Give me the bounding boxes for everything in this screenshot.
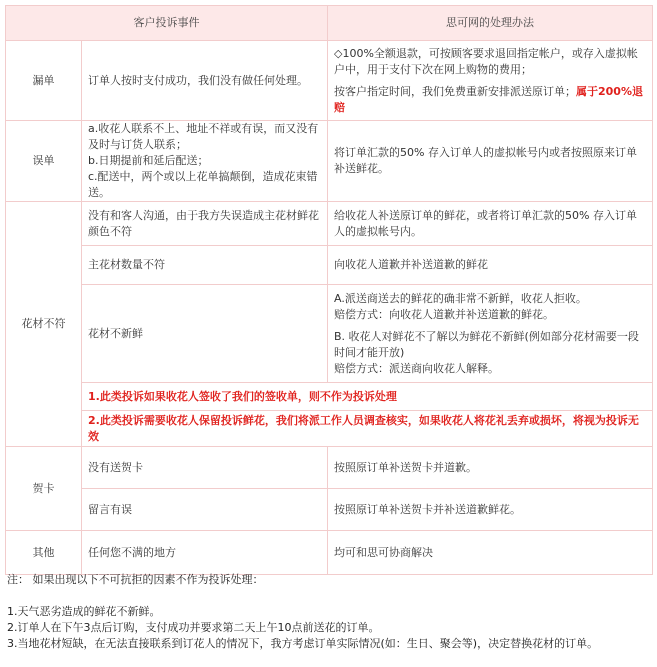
handling-wrong-message: 按照原订单补送贺卡并补送道歉鲜花。	[328, 489, 653, 531]
category-other: 其他	[6, 531, 82, 575]
handling-quantity-mismatch: 向收花人道歉并补送道歉的鲜花	[328, 246, 653, 285]
handling-missed-redeliver	[334, 84, 646, 116]
handling-not-fresh-a1: A.派送商送去的鲜花的确非常不新鲜，收花人拒收。	[334, 291, 587, 305]
force-majeure-notes	[7, 572, 652, 652]
handling-not-fresh-b2: 赔偿方式：派送商向收花人解释。	[334, 361, 499, 375]
event-no-card: 没有送贺卡	[82, 447, 328, 489]
flower-note-signed: 1.此类投诉如果收花人签收了我们的签收单，则不作为投诉处理	[82, 383, 653, 411]
event-missed-order: 订单人按时支付成功，我们没有做任何处理。	[82, 41, 328, 121]
handling-missed-refund: ◇100%全额退款，可按顾客要求退回指定帐户，或存入虚拟帐户中，用于支付下次在网上购物的费用；	[334, 46, 638, 76]
event-quantity-mismatch: 主花材数量不符	[82, 246, 328, 285]
event-color-mismatch: 没有和客人沟通，由于我方失误造成主花材鲜花颜色不符	[82, 202, 328, 246]
complaint-policy-table	[5, 5, 653, 575]
header-handling-method: 思可网的处理办法	[328, 6, 653, 41]
handling-missed-compensation-tag: 属于200%退赔	[334, 84, 643, 114]
handling-not-fresh-b1: B. 收花人对鲜花不了解以为鲜花不新鲜(例如部分花材需要一段时间才能开放)	[334, 329, 639, 359]
category-flower-mismatch: 花材不符	[6, 202, 82, 447]
note-item-late-order: 2.订单人在下午3点后订购，支付成功并要求第二天上午10点前送花的订单。	[7, 621, 380, 634]
event-wrong-order-b: b.日期提前和延后配送；	[88, 154, 209, 167]
notes-title: 注： 如果出现以下不可抗拒的因素不作为投诉处理：	[7, 573, 264, 586]
note-item-weather: 1.天气恶劣造成的鲜花不新鲜。	[7, 605, 161, 618]
event-not-fresh: 花材不新鲜	[82, 285, 328, 383]
handling-wrong-order: 将订单汇款的50% 存入订单人的虚拟帐号内或者按照原来订单补送鲜花。	[328, 121, 653, 202]
event-wrong-order	[82, 121, 328, 202]
handling-no-card: 按照原订单补送贺卡并道歉。	[328, 447, 653, 489]
handling-not-fresh-a2: 赔偿方式：向收花人道歉并补送道歉的鲜花。	[334, 307, 554, 321]
category-missed-order: 漏单	[6, 41, 82, 121]
header-complaint-event: 客户投诉事件	[6, 6, 328, 41]
event-other: 任何您不满的地方	[82, 531, 328, 575]
handling-not-fresh	[328, 285, 653, 383]
event-wrong-order-a: a.收花人联系不上、地址不祥或有误，而又没有及时与订货人联系；	[88, 122, 319, 151]
category-wrong-order: 误单	[6, 121, 82, 202]
event-wrong-message: 留言有误	[82, 489, 328, 531]
handling-missed-redeliver-text: 按客户指定时间，我们免费重新安排派送原订单；	[334, 84, 576, 98]
handling-other: 均可和思可协商解决	[328, 531, 653, 575]
handling-color-mismatch: 给收花人补送原订单的鲜花，或者将订单汇款的50% 存入订单人的虚拟帐号内。	[328, 202, 653, 246]
note-item-shortage: 3.当地花材短缺，在无法直接联系到订花人的情况下，我方考虑订单实际情况(如：生日、聚会等)，决定替换花材的订单。	[7, 637, 599, 650]
handling-missed-order	[328, 41, 653, 121]
flower-note-keep-evidence: 2.此类投诉需要收花人保留投诉鲜花，我们将派工作人员调查核实，如果收花人将花礼丢弃或损坏，将视为投诉无效	[82, 411, 653, 447]
category-greeting-card: 贺卡	[6, 447, 82, 531]
event-wrong-order-c: c.配送中，两个或以上花单搞颠倒，造成花束错送。	[88, 170, 318, 199]
